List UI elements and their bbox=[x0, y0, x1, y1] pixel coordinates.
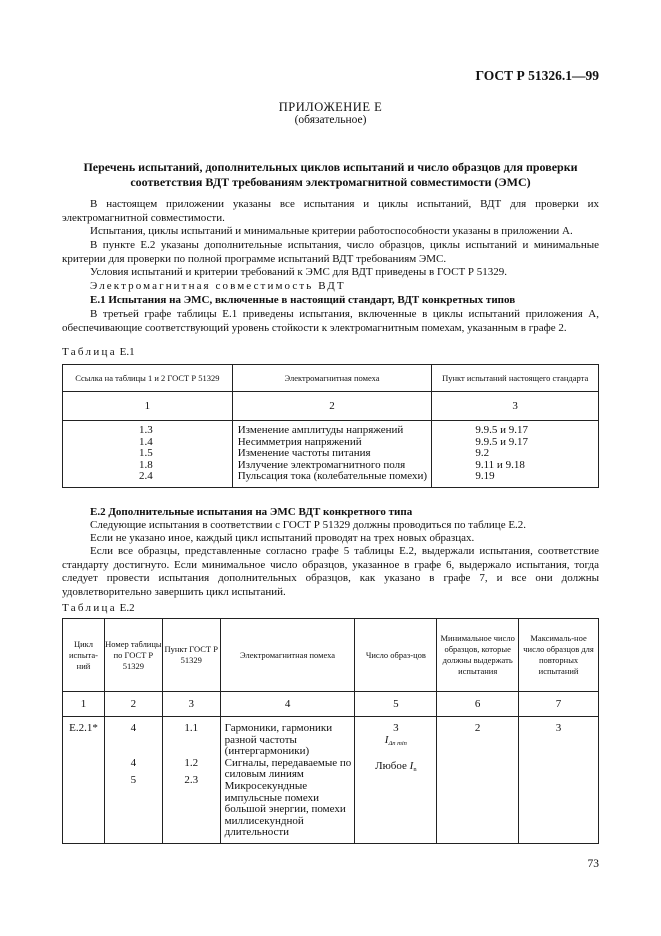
table-e1 bbox=[62, 364, 599, 488]
table2-min-samples-cell: 2 bbox=[437, 717, 519, 844]
table2-clause: 1.2 bbox=[184, 756, 199, 769]
section-e2-paragraph-2: Если не указано иное, каждый цикл испытаний проводят на трех новых образцах. bbox=[90, 532, 475, 544]
table2-header-clause: Пункт ГОСТ Р 51329 bbox=[162, 619, 220, 692]
table1-clause: 9.2 bbox=[475, 447, 490, 460]
table1-col-number: 1 bbox=[63, 392, 233, 421]
table2-caption-word: Таблица bbox=[62, 602, 117, 614]
table1-clause: 9.11 и 9.18 bbox=[475, 458, 525, 471]
appendix-title: ПРИЛОЖЕНИЕ Е bbox=[278, 100, 383, 114]
table1-caption bbox=[62, 346, 135, 358]
table2-body-row bbox=[63, 717, 599, 844]
table1-ref: 1.3 bbox=[139, 424, 153, 436]
table2-table-number: 4 bbox=[130, 756, 137, 769]
table2-header-table-number: Номер таблицы по ГОСТ Р 51329 bbox=[104, 619, 162, 692]
table2-disturbance: Микросекундные импульсные помехи большой энергии, помехи миллисекундной длительности bbox=[224, 779, 346, 839]
intro-paragraph-3: В пункте Е.2 указаны дополнительные испытания, число образцов, циклы испытаний и минимальные критерии для проверки по полной программе испытаний ВДТ требованиям ЭМС. bbox=[62, 239, 599, 265]
table-e2 bbox=[62, 618, 599, 844]
table1-disturbance: Несимметрия напряжений bbox=[237, 435, 362, 448]
section-e2-paragraph-3: Если все образцы, представленные согласно графе 5 таблицы Е.2, выдержали испытания, соответствие стандарту достигнуто. Если минимальное число образцов, указанное в графе 6, выдержало испытания, тогда следует провести испытания дополнительных образцов, как указано в графе 7, и все они должны удовлетворительно завершить цикл испытаний. bbox=[62, 545, 599, 598]
table1-ref: 2.4 bbox=[139, 470, 153, 483]
table1-col-number: 3 bbox=[432, 392, 599, 421]
table1-header-disturbance: Электромагнитная помеха bbox=[232, 365, 432, 392]
table2-clause: 1.1 bbox=[184, 722, 199, 734]
table2-samples-any: Любое $I_n$ bbox=[375, 760, 417, 774]
table2-samples-symbol: $I_{\Delta n min}$ bbox=[384, 733, 407, 747]
table1-disturbance: Излучение электромагнитного поля bbox=[237, 458, 406, 471]
table2-table-number: 4 bbox=[130, 722, 137, 734]
table2-col-number: 7 bbox=[519, 692, 599, 717]
section-e1-text: В третьей графе таблицы Е.1 приведены испытания, включенные в циклы испытаний приложения А, обеспечивающие соответствующий уровень стойкости к электромагнитным помехам, указанным в графе 2. bbox=[62, 308, 599, 334]
table2-table-cell bbox=[104, 717, 162, 844]
table1-header-clause: Пункт испытаний настоящего стандарта bbox=[432, 365, 599, 392]
table1-col-number: 2 bbox=[232, 392, 432, 421]
section-e1-heading: Е.1 Испытания на ЭМС, включенные в настоящий стандарт, ВДТ конкретных типов bbox=[90, 294, 516, 306]
table2-header-max-samples: Максималь-ное число образцов для повторных испытаний bbox=[519, 619, 599, 692]
section-e2-paragraph-1: Следующие испытания в соответствии с ГОСТ Р 51329 должны проводиться по таблице Е.2. bbox=[90, 519, 527, 531]
intro-paragraph-1: В настоящем приложении указаны все испытания и циклы испытаний, ВДТ для проверки их электромагнитной совместимости. bbox=[62, 198, 599, 224]
table1-clause: 9.19 bbox=[475, 470, 495, 483]
table2-header-min-samples: Минимальное число образцов, которые должны выдержать испытания bbox=[437, 619, 519, 692]
table2-caption bbox=[62, 602, 135, 614]
table2-clause: 2.3 bbox=[184, 774, 199, 787]
table2-col-number: 2 bbox=[104, 692, 162, 717]
table1-caption-num: Е.1 bbox=[119, 346, 135, 358]
table2-col-number: 6 bbox=[437, 692, 519, 717]
table1-disturbance: Изменение амплитуды напряжений bbox=[237, 424, 404, 436]
section-e2-heading: Е.2 Дополнительные испытания на ЭМС ВДТ конкретного типа bbox=[90, 506, 413, 518]
table2-col-number: 4 bbox=[220, 692, 355, 717]
table2-col-number: 5 bbox=[355, 692, 437, 717]
table2-clause-cell bbox=[162, 717, 220, 844]
table2-cycle-cell: Е.2.1* bbox=[63, 717, 105, 844]
page-number: 73 bbox=[587, 858, 599, 870]
intro-paragraph-5: Электромагнитная совместимость ВДТ bbox=[90, 280, 346, 292]
table1-clause: 9.9.5 и 9.17 bbox=[475, 424, 528, 436]
table2-disturbance: Сигналы, передаваемые по силовым линиям bbox=[224, 756, 352, 781]
table2-header-cycle: Цикл испыта-ний bbox=[63, 619, 105, 692]
table1-clause-cell bbox=[432, 421, 599, 488]
table1-header-row bbox=[63, 365, 599, 392]
table1-number-row bbox=[63, 392, 599, 421]
table2-header-row bbox=[63, 619, 599, 692]
table1-clause: 9.9.5 и 9.17 bbox=[475, 435, 528, 448]
table2-header-samples: Число образ-цов bbox=[355, 619, 437, 692]
table2-header-disturbance: Электромагнитная помеха bbox=[220, 619, 355, 692]
table2-table-number: 5 bbox=[130, 774, 137, 787]
appendix-subtitle: (обязательное) bbox=[294, 114, 367, 126]
table1-disturbance: Пульсация тока (колебательные помехи) bbox=[237, 470, 428, 483]
table1-ref: 1.5 bbox=[139, 447, 153, 460]
table2-disturbance: Гармоники, гармоники разной частоты (интергармоники) bbox=[224, 722, 333, 758]
table1-caption-word: Таблица bbox=[62, 346, 117, 358]
table1-header-ref: Ссылка на таблицы 1 и 2 ГОСТ Р 51329 bbox=[63, 365, 233, 392]
table2-max-samples-cell: 3 bbox=[519, 717, 599, 844]
table1-body-row bbox=[63, 421, 599, 488]
main-title: Перечень испытаний, дополнительных циклов испытаний и число образцов для проверки соответствия ВДТ требованиям электромагнитной совместимости (ЭМС) bbox=[83, 160, 578, 189]
table2-disturbance-cell bbox=[220, 717, 355, 844]
table1-ref: 1.4 bbox=[139, 435, 153, 448]
table2-number-row bbox=[63, 692, 599, 717]
standard-header: ГОСТ Р 51326.1—99 bbox=[475, 68, 599, 83]
intro-paragraph-4: Условия испытаний и критерии требований к ЭМС для ВДТ приведены в ГОСТ Р 51329. bbox=[90, 266, 508, 278]
table2-caption-num: Е.2 bbox=[119, 602, 135, 614]
table1-ref: 1.8 bbox=[139, 458, 153, 471]
intro-paragraph-2: Испытания, циклы испытаний и минимальные критерии работоспособности указаны в приложении А. bbox=[90, 225, 573, 237]
table1-disturbance: Изменение частоты питания bbox=[237, 447, 371, 460]
table1-ref-cell bbox=[63, 421, 233, 488]
table2-samples-count: 3 bbox=[393, 722, 399, 734]
table1-disturbance-cell bbox=[232, 421, 432, 488]
table2-col-number: 3 bbox=[162, 692, 220, 717]
table2-col-number: 1 bbox=[63, 692, 105, 717]
table2-samples-cell bbox=[355, 717, 437, 844]
